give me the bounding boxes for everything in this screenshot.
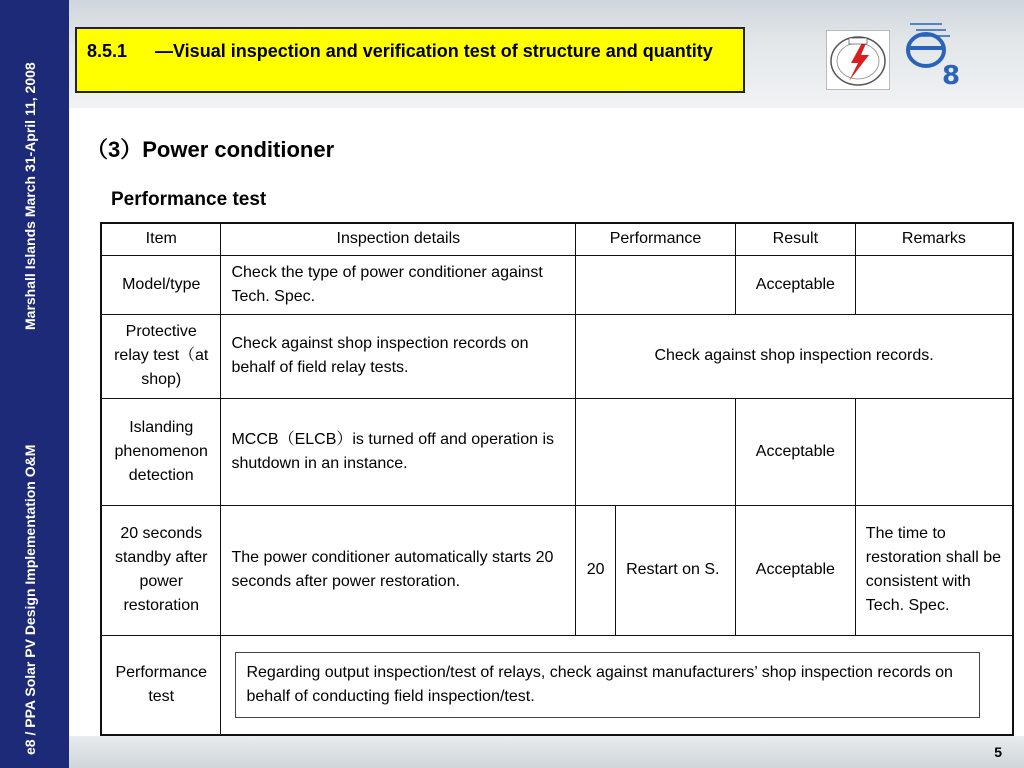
performance-test-table	[100, 222, 1014, 736]
e8-logo-icon	[902, 18, 972, 88]
header-remarks: Remarks	[855, 223, 1013, 255]
section-heading: （3）Power conditioner	[86, 137, 335, 162]
sidebar-project-text: e8 / PPA Solar PV Design Implementation O&M	[22, 444, 38, 755]
sidebar-event-text: Marshall Islands March 31-April 11, 2008	[22, 62, 38, 330]
table-row	[101, 314, 1013, 398]
table-row	[101, 255, 1013, 314]
table-row	[101, 398, 1013, 505]
cell-result: Acceptable	[735, 398, 855, 505]
cell-result: Acceptable	[735, 255, 855, 314]
cell-remarks	[855, 255, 1013, 314]
header-performance: Performance	[576, 223, 736, 255]
cell-performance-value: 20	[576, 505, 616, 635]
cell-details: Check against shop inspection records on behalf of field relay tests.	[221, 314, 576, 398]
note-box: Regarding output inspection/test of relays, check against manufacturers’ shop inspection records on behalf of conducting field inspection/test.	[235, 652, 980, 718]
cell-details: MCCB（ELCB）is turned off and operation is shutdown in an instance.	[221, 398, 576, 505]
cell-note-container	[221, 635, 1013, 735]
page-number: 5	[994, 744, 1002, 760]
cell-merged-note: Check against shop inspection records.	[576, 314, 1013, 398]
table-row	[101, 635, 1013, 735]
cell-item: 20 seconds standby after power restoration	[101, 505, 221, 635]
cell-item: Islanding phenomenon detection	[101, 398, 221, 505]
cell-remarks: The time to restoration shall be consistent with Tech. Spec.	[855, 505, 1013, 635]
title-text: ―Visual inspection and verification test of structure and quantity	[155, 41, 713, 61]
table-header-row	[101, 223, 1013, 255]
svg-text:8: 8	[942, 61, 961, 88]
footer-band	[69, 736, 1024, 768]
cell-details: Check the type of power conditioner against Tech. Spec.	[221, 255, 576, 314]
header-inspection-details: Inspection details	[221, 223, 576, 255]
cell-item: Protective relay test（at shop)	[101, 314, 221, 398]
cell-item: Performance test	[101, 635, 221, 735]
table-row	[101, 505, 1013, 635]
header-item: Item	[101, 223, 221, 255]
cell-performance	[576, 255, 736, 314]
cell-performance-note: Restart on S.	[616, 505, 736, 635]
cell-performance	[576, 398, 736, 505]
cell-item: Model/type	[101, 255, 221, 314]
title-number: 8.5.1	[87, 41, 128, 61]
header-result: Result	[735, 223, 855, 255]
sidebar	[0, 0, 69, 768]
slide-title-box	[75, 27, 745, 93]
cell-remarks	[855, 398, 1013, 505]
cell-details: The power conditioner automatically starts 20 seconds after power restoration.	[221, 505, 576, 635]
ppa-logo-icon	[826, 30, 890, 90]
cell-result: Acceptable	[735, 505, 855, 635]
sub-heading: Performance test	[111, 189, 267, 210]
